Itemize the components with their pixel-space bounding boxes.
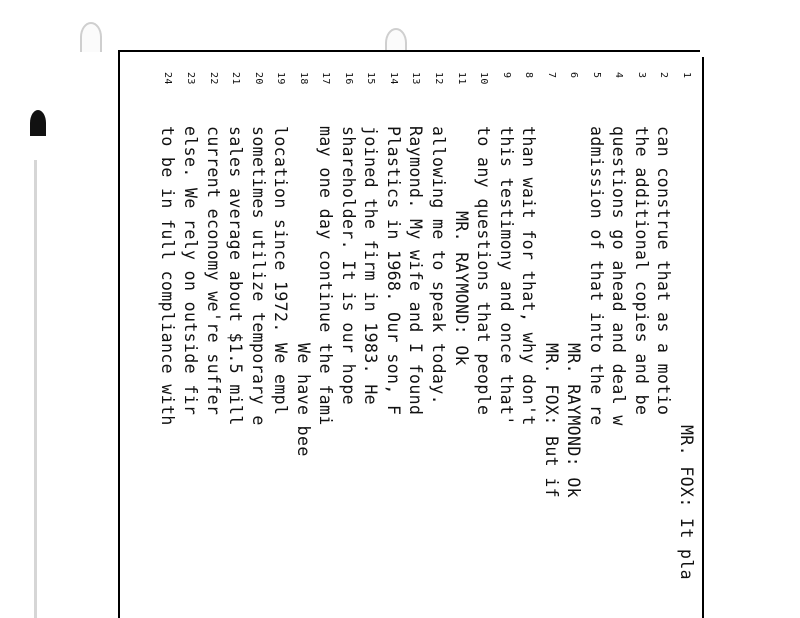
line-number: 4	[613, 72, 625, 79]
line-text: MR. RAYMOND: Ok	[564, 343, 584, 499]
line-number: 5	[590, 72, 602, 79]
line-number: 3	[635, 72, 647, 79]
line-text: MR. FOX: But if	[541, 343, 561, 499]
line-text: allowing me to speak today.	[428, 126, 448, 406]
line-text: Plastics in 1968. Our son, F	[383, 126, 403, 416]
line-text: may one day continue the fami	[316, 126, 336, 426]
punch-hole-icon	[80, 22, 102, 52]
line-number: 19	[275, 72, 287, 85]
line-text: the additional copies and be	[631, 126, 651, 416]
line-text: questions go ahead and deal w	[609, 126, 629, 426]
line-number: 9	[500, 72, 512, 79]
line-number: 10	[478, 72, 490, 85]
line-text: this testimony and once that'	[496, 126, 516, 426]
line-text: can construe that as a motio	[654, 126, 674, 416]
line-number: 2	[658, 72, 670, 79]
line-text: We have bee	[293, 343, 313, 457]
line-number: 7	[545, 72, 557, 79]
line-number: 6	[568, 72, 580, 79]
line-text: to any questions that people	[474, 126, 494, 416]
line-text: else. We rely on outside fir	[180, 126, 200, 416]
binder-clip-icon	[30, 110, 46, 136]
line-number: 21	[230, 72, 242, 85]
line-number: 8	[523, 72, 535, 79]
line-number: 22	[207, 72, 219, 85]
line-text: Raymond. My wife and I found	[406, 126, 426, 416]
line-number: 12	[432, 72, 444, 85]
line-text: admission of that into the re	[586, 126, 606, 426]
line-text: joined the firm in 1983. He	[361, 126, 381, 406]
line-number: 13	[410, 72, 422, 85]
line-number: 16	[342, 72, 354, 85]
line-text: shareholder. It is our hope	[338, 126, 358, 406]
line-text: to be in full compliance with	[158, 126, 178, 426]
line-number: 24	[162, 72, 174, 85]
line-text: location since 1972. We empl	[271, 126, 291, 416]
line-number: 11	[455, 72, 467, 85]
line-number: 17	[320, 72, 332, 85]
line-number: 23	[184, 72, 196, 85]
line-number: 20	[252, 72, 264, 85]
line-number: 14	[387, 72, 399, 85]
line-text: MR. RAYMOND: Ok	[451, 211, 471, 367]
line-number: 15	[365, 72, 377, 85]
line-number: 18	[297, 72, 309, 85]
line-text: MR. FOX: It pla	[677, 425, 696, 581]
page-edge-shadow	[34, 160, 37, 618]
line-text: current economy we're suffer	[203, 126, 223, 416]
line-text: sometimes utilize temporary e	[248, 126, 268, 426]
line-text: sales average about $1.5 mill	[226, 126, 246, 426]
line-number: 1	[681, 72, 692, 79]
line-text: than wait for that, why don't	[519, 126, 539, 426]
